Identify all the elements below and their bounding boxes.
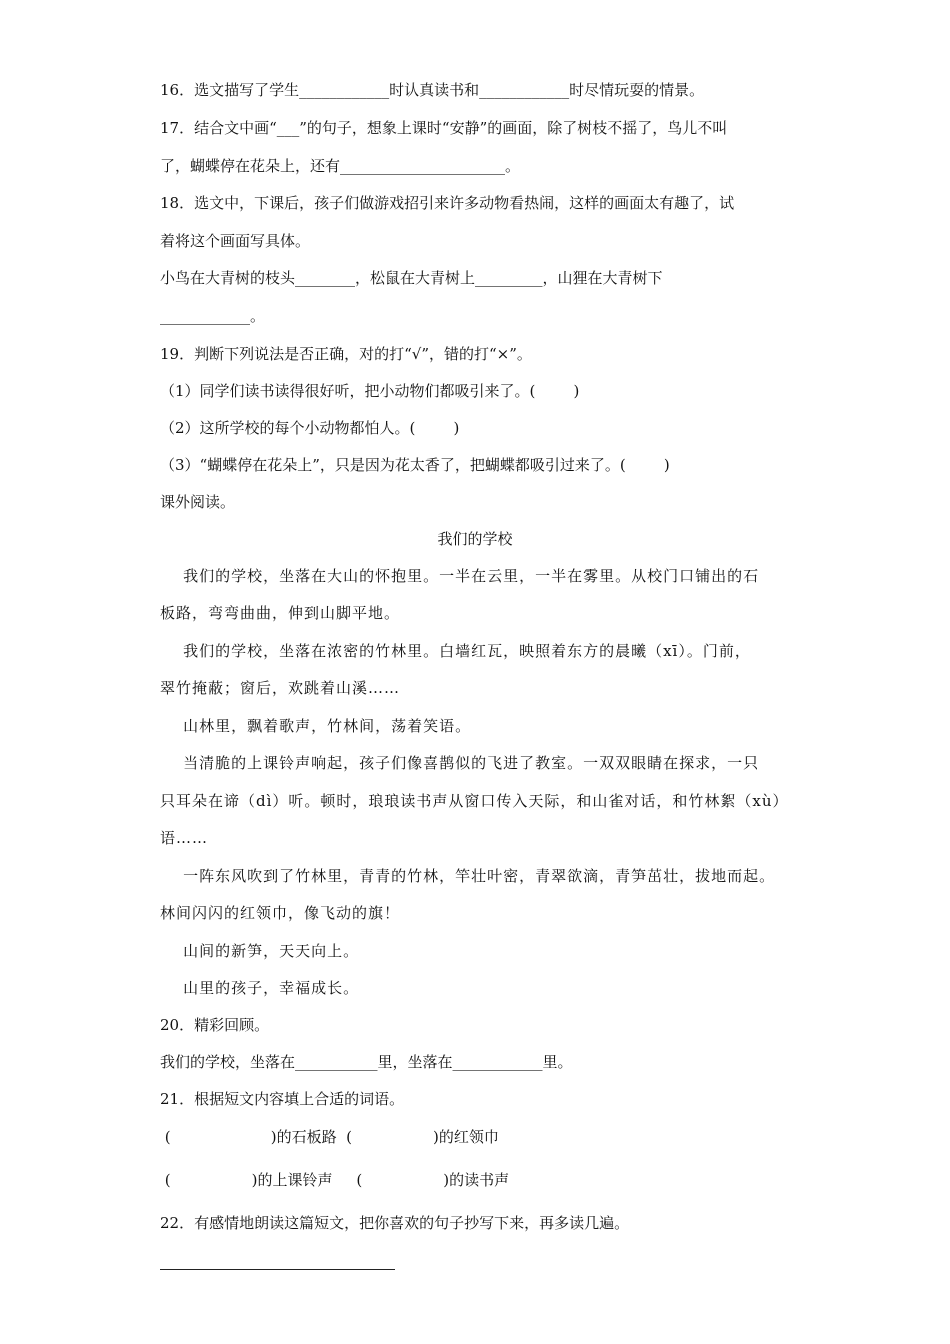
q21-text: 21．根据短文内容填上合适的词语。 — [160, 1090, 405, 1108]
q17-text-line1: 17．结合文中画“___”的句子，想象上课时“安静”的画面，除了树枝不摇了，鸟儿不叫 — [160, 119, 728, 137]
q21-row1: ( )的石板路 ( )的红领巾 — [160, 1128, 499, 1146]
passage-title: 我们的学校 — [437, 530, 513, 548]
passage-p3: 山林里，飘着歌声，竹林间，荡着笑语。 — [160, 717, 472, 735]
q22-text: 22．有感情地朗读这篇短文，把你喜欢的句子抄写下来，再多读几遍。 — [160, 1214, 630, 1232]
extra-reading-label: 课外阅读。 — [160, 493, 236, 511]
passage-p1-line1: 我们的学校，坐落在大山的怀抱里。一半在云里，一半在雾里。从校门口铺出的石 — [160, 567, 760, 585]
q16-text: 16．选文描写了学生____________时认真读书和____________时尽情玩耍的情景。 — [160, 81, 705, 99]
q17-text-line2: 了，蝴蝶停在花朵上，还有______________________。 — [160, 157, 521, 175]
passage-p5-line1: 一阵东风吹到了竹林里，青青的竹林，竿壮叶密，青翠欲滴，青笋茁壮，拔地而起。 — [160, 867, 776, 885]
q21-row2: ( )的上课铃声 ( )的读书声 — [160, 1171, 510, 1189]
passage-p2-line2: 翠竹掩蔽；窗后，欢跳着山溪…… — [160, 679, 401, 697]
q20-fill: 我们的学校，坐落在___________里，坐落在____________里。 — [160, 1053, 573, 1071]
passage-p1-line2: 板路，弯弯曲曲，伸到山脚平地。 — [160, 604, 401, 622]
q19-item-2: （2）这所学校的每个小动物都怕人。( ) — [160, 419, 460, 437]
q18-fill-line2: ____________。 — [160, 307, 266, 325]
answer-line — [160, 1269, 395, 1270]
q19-item-1: （1）同学们读书读得很好听，把小动物们都吸引来了。( ) — [160, 382, 580, 400]
q18-text-line1: 18．选文中，下课后，孩子们做游戏招引来许多动物看热闹，这样的画面太有趣了，试 — [160, 194, 735, 212]
passage-p7: 山里的孩子，幸福成长。 — [160, 979, 360, 997]
passage-p4-line2: 只耳朵在谛（dì）听。顿时，琅琅读书声从窗口传入天际，和山雀对话，和竹林絮（xù） — [160, 792, 789, 810]
passage-p6: 山间的新笋，天天向上。 — [160, 942, 360, 960]
passage-p4-line3: 语…… — [160, 829, 209, 847]
q20-text: 20．精彩回顾。 — [160, 1016, 270, 1034]
passage-p4-line1: 当清脆的上课铃声响起，孩子们像喜鹊似的飞进了教室。一双双眼睛在探求，一只 — [160, 754, 760, 772]
q18-fill-line1: 小鸟在大青树的枝头________，松鼠在大青树上_________，山狸在大青树下 — [160, 269, 663, 287]
passage-p2-line1: 我们的学校，坐落在浓密的竹林里。白墙红瓦，映照着东方的晨曦（xī）。门前， — [160, 642, 751, 660]
q19-item-3: （3）“蝴蝶停在花朵上”，只是因为花太香了，把蝴蝶都吸引过来了。( ) — [160, 456, 670, 474]
q18-text-line2: 着将这个画面写具体。 — [160, 232, 311, 250]
passage-p5-line2: 林间闪闪的红领巾，像飞动的旗！ — [160, 904, 401, 922]
q19-text: 19．判断下列说法是否正确，对的打“√”，错的打“×”。 — [160, 345, 532, 363]
